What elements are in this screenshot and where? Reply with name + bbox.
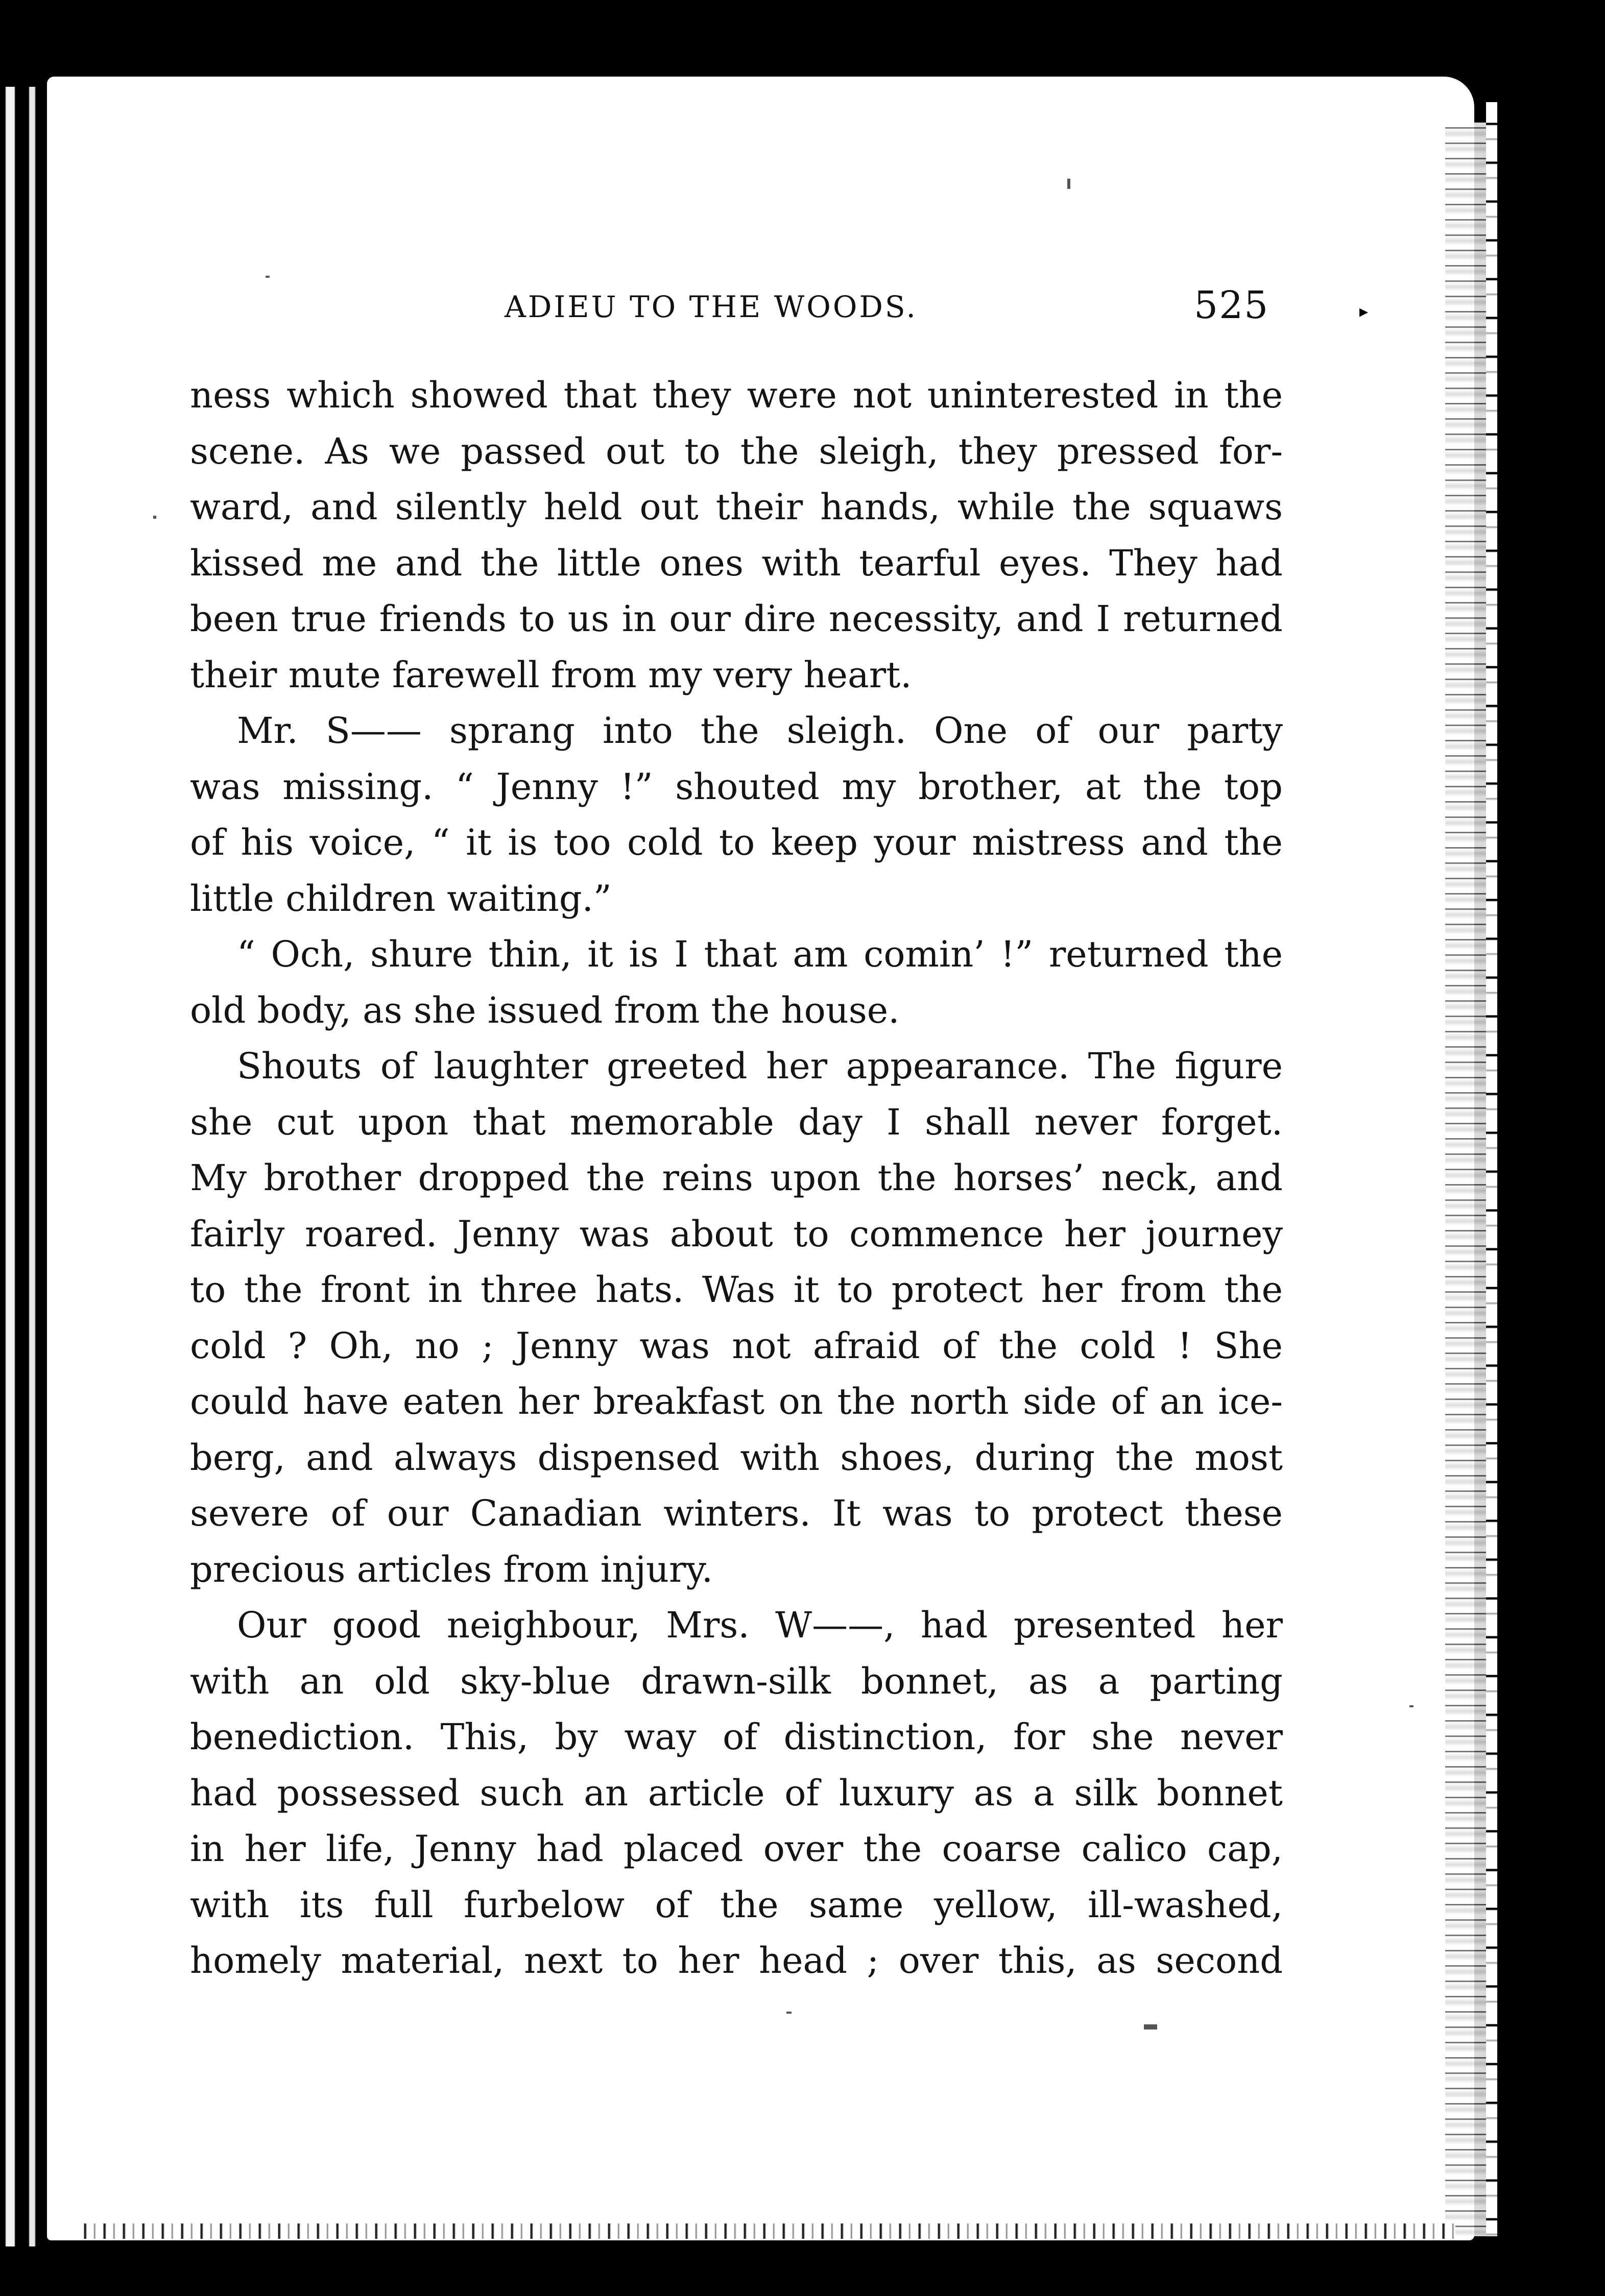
- scan-speck: [1144, 2024, 1157, 2029]
- running-title: ADIEU TO THE WOODS.: [505, 289, 918, 324]
- scan-speck: [1067, 179, 1070, 189]
- text-line: their mute farewell from my very heart.: [190, 654, 912, 696]
- text-line: in her life, Jenny had placed over the coarse calico cap,: [190, 1828, 1283, 1870]
- text-line: ness which showed that they were not uninterested in the: [190, 374, 1283, 416]
- page-stack-edge-outer: [1486, 102, 1497, 2236]
- text-line: with an old sky-blue drawn-silk bonnet, as a parting: [190, 1660, 1283, 1702]
- text-line: severe of our Canadian winters. It was to protect these: [190, 1492, 1283, 1534]
- scan-speck: [786, 2012, 792, 2014]
- binding-edge-left: [0, 87, 46, 2246]
- text-line: to the front in three hats. Was it to protect her from the: [190, 1269, 1283, 1311]
- text-line: precious articles from injury.: [190, 1548, 713, 1590]
- text-line: fairly roared. Jenny was about to commence her journey: [190, 1213, 1283, 1255]
- margin-mark: ▸: [1359, 301, 1369, 322]
- text-line: with its full furbelow of the same yellow, ill-washed,: [190, 1883, 1283, 1926]
- text-line: kissed me and the little ones with tearful eyes. They had: [190, 542, 1283, 584]
- text-line: had possessed such an article of luxury as a silk bonnet: [190, 1772, 1283, 1814]
- text-line: berg, and always dispensed with shoes, during the most: [190, 1436, 1283, 1479]
- text-line: been true friends to us in our dire necessity, and I returned: [190, 598, 1283, 640]
- text-line: could have eaten her breakfast on the north side of an ice-: [190, 1381, 1283, 1422]
- text-line: homely material, next to her head ; over this, as second: [190, 1940, 1283, 1981]
- paragraph-1: [190, 368, 1283, 703]
- text-line: Mr. S—— sprang into the sleigh. One of our party: [237, 710, 1283, 752]
- page-number: 525: [1194, 283, 1269, 327]
- text-line: My brother dropped the reins upon the horses’ neck, and: [190, 1157, 1283, 1199]
- scan-speck: [153, 516, 156, 519]
- scan-speck: [266, 276, 270, 278]
- text-line: old body, as she issued from the house.: [190, 989, 900, 1031]
- text-line: cold ? Oh, no ; Jenny was not afraid of the cold ! She: [190, 1324, 1283, 1367]
- paragraph-2: [190, 703, 1283, 927]
- body-text: [190, 368, 1283, 1989]
- page-stack-edge-bottom: [77, 2224, 1455, 2239]
- paragraph-5: [190, 1598, 1283, 1989]
- scan-speck: [1409, 1705, 1414, 1707]
- text-line: Shouts of laughter greeted her appearance. The figure: [237, 1045, 1283, 1087]
- text-line: scene. As we passed out to the sleigh, they pressed for-: [190, 430, 1283, 472]
- text-line: ward, and silently held out their hands, while the squaws: [190, 486, 1283, 528]
- paragraph-4: [190, 1038, 1283, 1598]
- text-line: little children waiting.”: [190, 877, 612, 920]
- text-line: benediction. This, by way of distinction, for she never: [190, 1716, 1283, 1758]
- text-line: Our good neighbour, Mrs. W——, had presented her: [237, 1604, 1283, 1646]
- page-stack-edge-right: [1445, 123, 1486, 2236]
- text-line: of his voice, “ it is too cold to keep your mistress and the: [190, 821, 1283, 863]
- text-line: she cut upon that memorable day I shall never forget.: [190, 1101, 1283, 1143]
- text-line: was missing. “ Jenny !” shouted my brother, at the top: [190, 765, 1283, 808]
- text-line: “ Och, shure thin, it is I that am comin’ !” returned the: [237, 933, 1283, 975]
- paragraph-3: [190, 927, 1283, 1038]
